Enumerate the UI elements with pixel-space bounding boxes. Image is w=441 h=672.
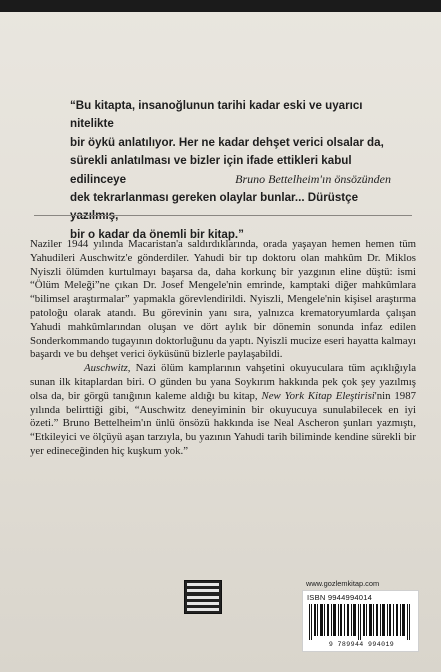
journal-title-ref: New York Kitap Eleştirisi [261,389,375,402]
quote-line: bir o kadar da önemli bir kitap.” [70,227,244,241]
publisher-logo-icon [184,580,222,614]
quote-line: sürekli anlatılması ve bizler için ifade ettikleri kabul edilinceye [70,154,352,186]
quote-attribution: Bruno Bettelheim'ın önsözünden [235,172,391,186]
paragraph-2-part-b: 'nin 1987 yılında belirttiği gibi, “Auschwitz deneyiminin bir okuyucuya sunulabilecek en iyi özeti.” Bruno Bettelheim'ın ünlü önsözü hakkında ise Neal Ascheron şunları yazmıştı, “Etkileyici ve ölçüyü aşan tarzıyla, bu yazının Yahudi tarih biliminde kendine sürekli bir yer edineceğinden hiç kuşkum yok.” [30,389,417,457]
top-dark-band [0,0,441,12]
isbn-barcode [302,590,419,652]
barcode-icon [309,604,414,640]
book-title-ref: Auschwitz, [84,362,131,375]
quote-line: bir öykü anlatılıyor. Her ne kadar dehşet verici olsalar da, [70,135,384,149]
quote-line: “Bu kitapta, insanoğlunun tarihi kadar eski ve uyarıcı nitelikte [70,99,363,131]
paragraph-2-part-a: Nazi ölüm kamplarının vahşetini okuyuculara tüm açıklığıyla sunan ilk kitaplardan biri. O günden bu yana Soykırım hakkında pek çok şey yazılmış olsa da, bir görgü tanığının kaleme aldığı bu kitap, [30,362,416,402]
isbn-number: ISBN 9944994014 [307,593,373,602]
back-matter [0,575,441,672]
quote-line: dek tekrarlanması gereken olaylar bunlar... Dürüstçe [70,191,359,205]
barcode-number: 9 789944 994019 [328,641,395,648]
barcode-area [302,579,425,651]
paragraph-1: Naziler 1944 yılında Macaristan'a saldırdıklarında, orada yaşayan hemen hemen tüm Yahudileri Auschwitz'e gönderdiler. Yahudi bir tıp doktoru olan mahkûm Dr. Miklos Nyiszli ölümden kurtulmayı başarsa da, daha korkunç bir yazgının eline düştü: ismi “Ölüm Meleği”ne çıkan Dr. Josef Mengele'nin emrinde, kamptaki diğer mahkûmlara “bilimsel araştırmalar” yapmakla görevlendirildi. Nyiszli, Mengele'nin kişisel araştırma patoloğu olarak atandı. Bu görevinin yanı sıra, yalnızca krematoryumlarda çalışan Yahudi mahkûmlarından oluşan ve dört aylık bir dönemin sonunda infaz edilen Sonderkommando tugayının doktorluğunu da yaptı. Nyiszli mucize eseri hayatta kalmayı başardı ve bu dehşet verici öyküsünü bizlerle paylaşabildi. [30,238,416,361]
publisher-url: www.gozlemkitap.com [306,579,380,588]
description-text [30,238,416,459]
paragraph-2 [30,362,416,459]
blurb-quote [70,97,402,244]
section-divider [34,215,412,216]
